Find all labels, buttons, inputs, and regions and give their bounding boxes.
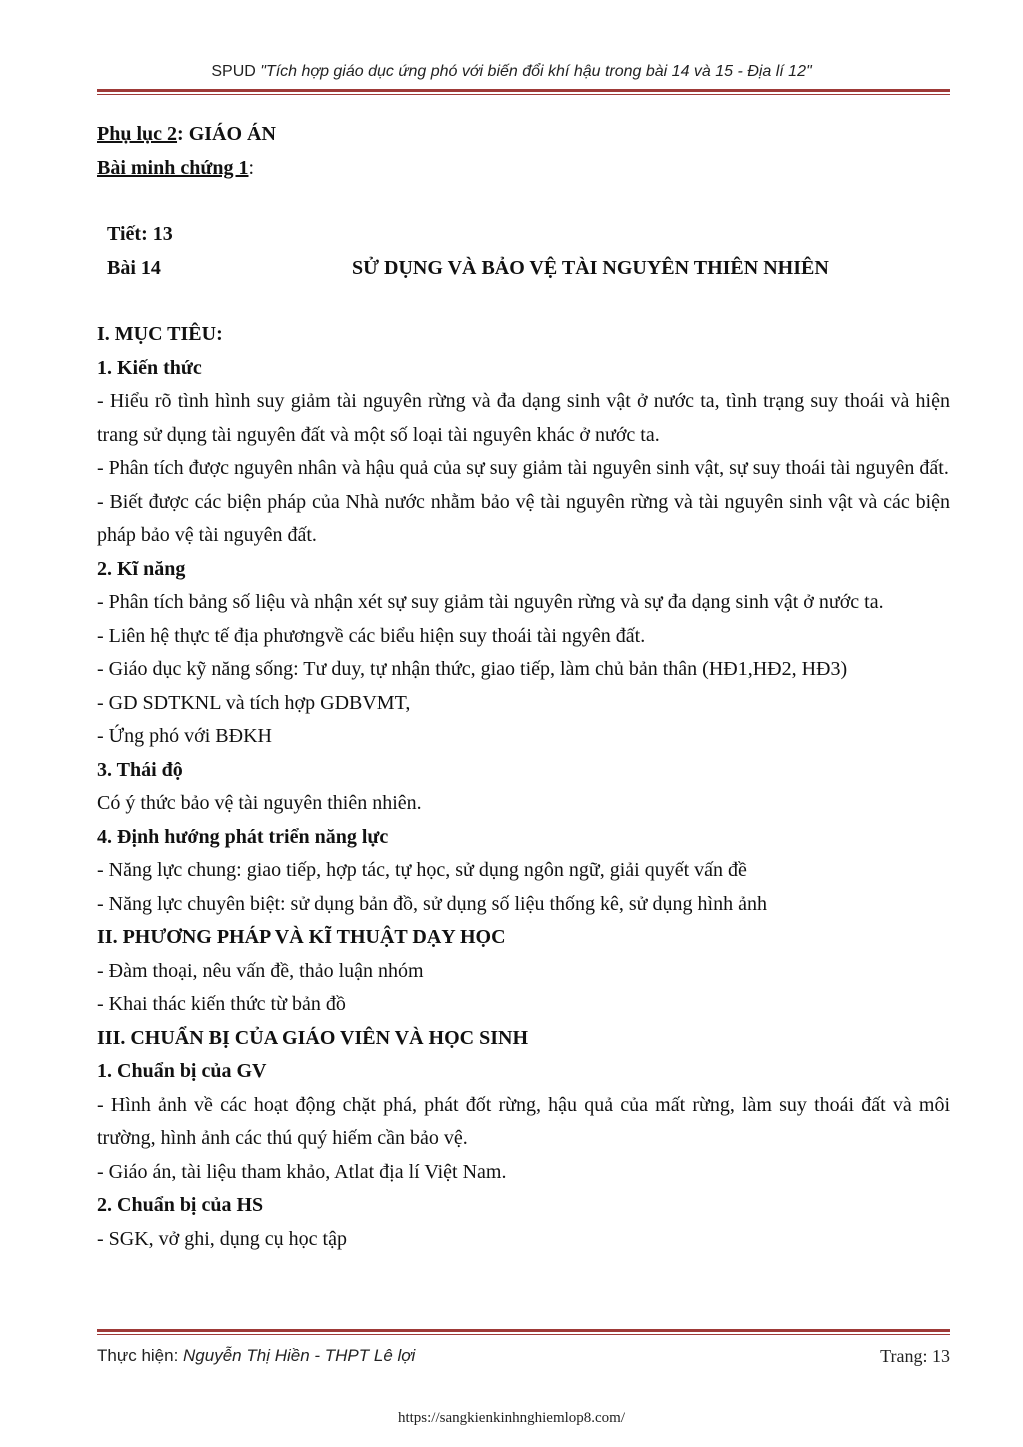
skill-item: - Giáo dục kỹ năng sống: Tư duy, tự nhận thức, giao tiếp, làm chủ bản thân (HĐ1,HĐ2, HĐ3): [97, 658, 848, 680]
teacher-prep-item: - Giáo án, tài liệu tham khảo, Atlat địa lí Việt Nam.: [97, 1160, 507, 1183]
appendix-label: Phụ lục 2: [97, 123, 178, 145]
footer-rule: [97, 1329, 950, 1335]
attitude-title: 3. Thái độ: [97, 758, 183, 781]
appendix-heading: [97, 118, 950, 152]
competence-item: - Năng lực chuyên biệt: sử dụng bản đồ, sử dụng số liệu thống kê, sử dụng hình ảnh: [97, 892, 767, 915]
source-url[interactable]: https://sangkienkinhnghiemlop8.com/: [397, 1410, 626, 1426]
skill-item: - GD SDTKNL và tích hợp GDBVMT,: [97, 691, 411, 714]
lesson-period: Tiết: 13: [107, 223, 173, 245]
section-objectives-title: I. MỤC TIÊU:: [97, 323, 223, 345]
evidence-suffix: :: [248, 156, 255, 179]
header-prefix: SPUD: [211, 63, 261, 80]
student-prep-item: - SGK, vở ghi, dụng cụ học tập: [97, 1227, 347, 1250]
knowledge-item: - Hiểu rõ tình hình suy giảm tài nguyên rừng và đa dạng sinh vật ở nước ta, tình trạng suy thoái và hiện trang sử dụng tài nguyên đất và một số loại tài nguyên khác ở nước ta.: [97, 390, 950, 446]
teacher-prep-item: - Hình ảnh về các hoạt động chặt phá, phát đốt rừng, hậu quả của mất rừng, làm suy thoái đất và môi trường, hình ảnh các thú quý hiếm cần bảo vệ.: [97, 1093, 950, 1149]
header-rule: [97, 89, 950, 95]
knowledge-title: 1. Kiến thức: [97, 356, 202, 379]
footer-author-label: Thực hiện:: [97, 1346, 184, 1365]
appendix-suffix: : GIÁO ÁN: [177, 123, 276, 145]
evidence-label: Bài minh chứng 1: [97, 156, 249, 179]
page-header: [0, 63, 1023, 81]
page-number: Trang: 13: [880, 1346, 950, 1366]
skills-title: 2. Kĩ năng: [97, 557, 186, 580]
footer-author-name: Nguyễn Thị Hiền - THPT Lê lợi: [183, 1346, 416, 1365]
lesson-number: Bài 14: [107, 256, 161, 279]
document-body: [97, 118, 950, 1256]
page-footer: [97, 1346, 950, 1367]
footer-author: [97, 1346, 415, 1367]
lesson-title-row: [97, 252, 950, 286]
knowledge-item: - Phân tích được nguyên nhân và hậu quả của sự suy giảm tài nguyên sinh vật, sự suy thoái tài nguyên đất.: [97, 457, 949, 479]
competence-title: 4. Định hướng phát triển năng lực: [97, 825, 389, 848]
section-methods-title: II. PHƯƠNG PHÁP VÀ KĨ THUẬT DẠY HỌC: [97, 926, 506, 948]
skill-item: - Phân tích bảng số liệu và nhận xét sự suy giảm tài nguyên rừng và sự đa dạng sinh vật ở nước ta.: [97, 591, 884, 613]
header-title: "Tích hợp giáo dục ứng phó với biến đổi khí hậu trong bài 14 và 15 - Địa lí 12": [260, 63, 812, 80]
evidence-heading: [97, 152, 950, 186]
method-item: - Khai thác kiến thức từ bản đồ: [97, 993, 346, 1015]
competence-item: - Năng lực chung: giao tiếp, hợp tác, tự học, sử dụng ngôn ngữ, giải quyết vấn đề: [97, 859, 747, 881]
knowledge-item: - Biết được các biện pháp của Nhà nước nhằm bảo vệ tài nguyên rừng và tài nguyên sinh vật và các biện pháp bảo vệ tài nguyên đất.: [97, 490, 950, 546]
section-preparation-title: III. CHUẨN BỊ CỦA GIÁO VIÊN VÀ HỌC SINH: [97, 1026, 529, 1049]
method-item: - Đàm thoại, nêu vấn đề, thảo luận nhóm: [97, 959, 424, 982]
skill-item: - Ứng phó với BĐKH: [97, 725, 272, 747]
lesson-title: SỬ DỤNG VÀ BẢO VỆ TÀI NGUYÊN THIÊN NHIÊN: [352, 256, 829, 279]
student-prep-title: 2. Chuẩn bị của HS: [97, 1194, 264, 1216]
teacher-prep-title: 1. Chuẩn bị của GV: [97, 1060, 267, 1082]
attitude-text: Có ý thức bảo vệ tài nguyên thiên nhiên.: [97, 792, 422, 814]
skill-item: - Liên hệ thực tế địa phươngvề các biểu hiện suy thoái tài ngyên đất.: [97, 624, 646, 647]
